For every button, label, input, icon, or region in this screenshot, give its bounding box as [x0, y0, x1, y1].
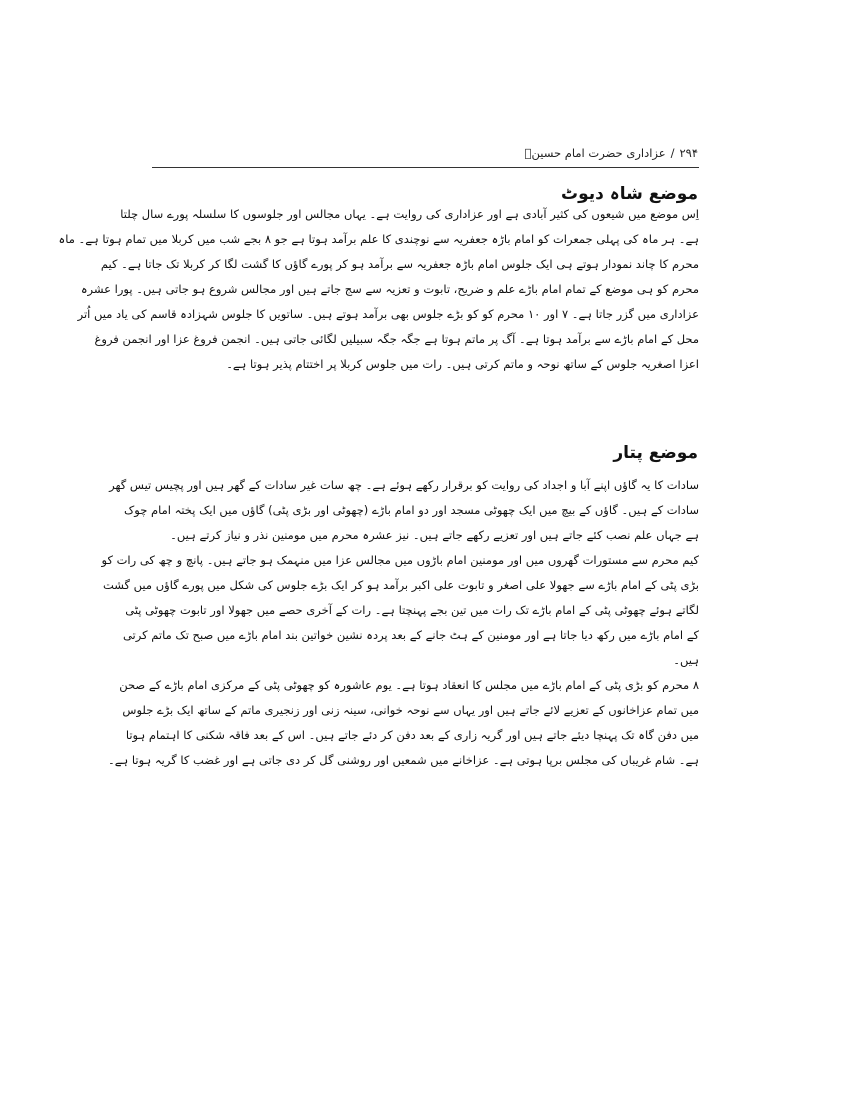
- section-heading-patar: موضع پتار: [613, 443, 698, 463]
- header-rule: [152, 167, 699, 168]
- paragraph-line: کیم محرم سے مستورات گھروں میں اور مومنین امام باڑوں میں مجالس عزا میں منہمک ہو جاتے ہیں۔ پانچ و چھ کی رات کو: [101, 553, 699, 567]
- paragraph-line: محل کے امام باڑے سے برآمد ہوتا ہے۔ آگ پر ماتم ہوتا ہے جگہ جگہ سبیلیں لگائی جاتی ہیں۔ انجمن فروغ عزا اور انجمن فروغ: [94, 332, 699, 346]
- paragraph-line: محرم کو ہی موضع کے تمام امام باڑے علم و ضریح، تابوت و تعزیہ سے سج جاتے ہیں اور مجالس شروع ہو جاتی ہیں۔ پورا عشرہ: [80, 282, 699, 296]
- paragraph-line: محرم کا چاند نمودار ہوتے ہی ایک جلوس امام باڑہ جعفریہ سے برآمد ہو کر پورے گاؤں کا گشت لگا کر کربلا تک جاتا ہے۔ کیم: [100, 257, 699, 271]
- book-title: عزاداری حضرت امام حسینؑ: [524, 146, 666, 160]
- paragraph-line: سادات کا یہ گاؤں اپنے آبا و اجداد کی روایت کو برقرار رکھے ہوئے ہے۔ چھ سات غیر سادات کے گھر ہیں اور پچیس تیس گھر: [109, 478, 699, 492]
- paragraph-line: میں تمام عزاخانوں کے تعزیے لائے جاتے ہیں اور یہاں سے نوحہ خوانی، سینہ زنی اور زنجیری ماتم کے ساتھ ایک بڑے جلوس: [122, 703, 699, 717]
- paragraph-line: میں دفن گاہ تک پہنچا دیئے جاتے ہیں اور گریہ زاری کے بعد دفن کر دئے جاتے ہیں۔ اس کے بعد فاقہ شکنی کا اہتمام ہوتا: [125, 728, 699, 742]
- paragraph-line: اِس موضع میں شیعوں کی کثیر آبادی ہے اور عزاداری کی روایت ہے۔ یہاں مجالس اور جلوسوں کا سلسلہ پورے سال چلتا: [120, 207, 699, 221]
- paragraph-line: ہے جہاں علم نصب کئے جاتے ہیں اور تعزیے رکھے جاتے ہیں۔ نیز عشرہ محرم میں مومنین نذر و نیاز کرتے ہیں۔: [170, 528, 699, 542]
- page-number: ۲۹۴: [679, 146, 698, 160]
- paragraph-line: اعزا اصغریہ جلوس کے ساتھ نوحہ و ماتم کرتی ہیں۔ رات میں جلوس کربلا پر اختتام پذیر ہوتا ہے۔: [226, 357, 699, 371]
- paragraph-line: کے امام باڑے میں رکھ دیا جاتا ہے اور مومنین کے ہٹ جانے کے بعد پردہ نشین خواتین بند امام باڑے میں صبح تک ماتم کرتی: [122, 628, 699, 642]
- paragraph-line: عزاداری میں گزر جاتا ہے۔ ۷ اور ۱۰ محرم کو کو بڑے جلوس بھی برآمد ہوتے ہیں۔ ساتویں کا جلوس شہزادہ قاسم کی یاد میں اُتر: [77, 307, 699, 321]
- section-heading-shah-deot: موضع شاہ دیوٹ: [561, 184, 698, 204]
- paragraph-line: ۸ محرم کو بڑی پٹی کے امام باڑے میں مجلس کا انعقاد ہوتا ہے۔ یوم عاشورہ کو چھوٹی پٹی کے مرکزی امام باڑے کے صحن: [119, 678, 699, 692]
- header-separator: /: [670, 146, 675, 160]
- paragraph-line: ہے۔ ہر ماہ کی پہلی جمعرات کو امام باڑہ جعفریہ سے نوچندی کا علم برآمد ہوتا ہے جو ۸ بجے شب میں کربلا میں تمام ہوتا ہے۔ ماہ: [58, 232, 699, 246]
- paragraph-line: ہیں۔: [673, 653, 699, 667]
- running-header: [525, 146, 698, 160]
- paragraph-line: لگاتے ہوئے چھوٹی پٹی کے امام باڑے تک رات میں تین بجے پہنچتا ہے۔ رات کے آخری حصے میں جھولا اور تابوت چھوٹی پٹی: [125, 603, 699, 617]
- paragraph-line: سادات کے ہیں۔ گاؤں کے بیچ میں ایک چھوٹی مسجد اور دو امام باڑے (چھوٹی اور بڑی پٹی) گاؤں میں ایک پختہ امام چوک: [123, 503, 699, 517]
- paragraph-line: ہے۔ شام غریباں کی مجلس برپا ہوتی ہے۔ عزاخانے میں شمعیں اور روشنی گل کر دی جاتی ہے اور غضب کا گریہ ہوتا ہے۔: [108, 753, 699, 767]
- paragraph-line: بڑی پٹی کے امام باڑے سے جھولا علی اصغر و تابوت علی اکبر برآمد ہو کر ایک بڑے جلوس کی شکل میں پورے گاؤں میں گشت: [102, 578, 699, 592]
